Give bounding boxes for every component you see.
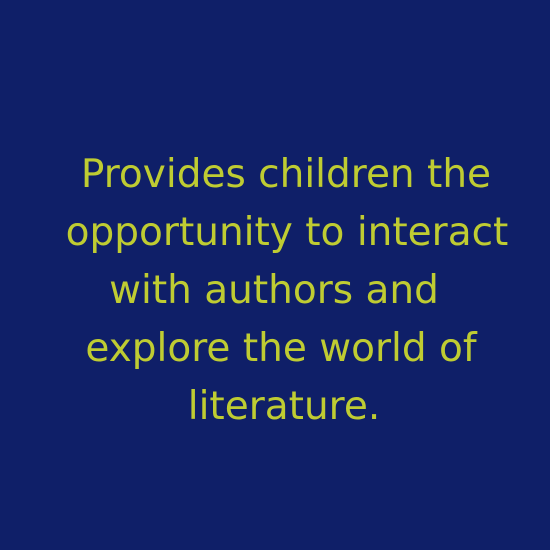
tile-message <box>0 146 550 436</box>
message-line-2: opportunity to interact <box>65 210 509 255</box>
message-line-4: explore the world of <box>85 326 477 371</box>
message-line-1: Provides children the <box>80 152 492 197</box>
message-line-3: with authors and <box>109 268 439 313</box>
message-line-5: literature. <box>187 384 381 429</box>
